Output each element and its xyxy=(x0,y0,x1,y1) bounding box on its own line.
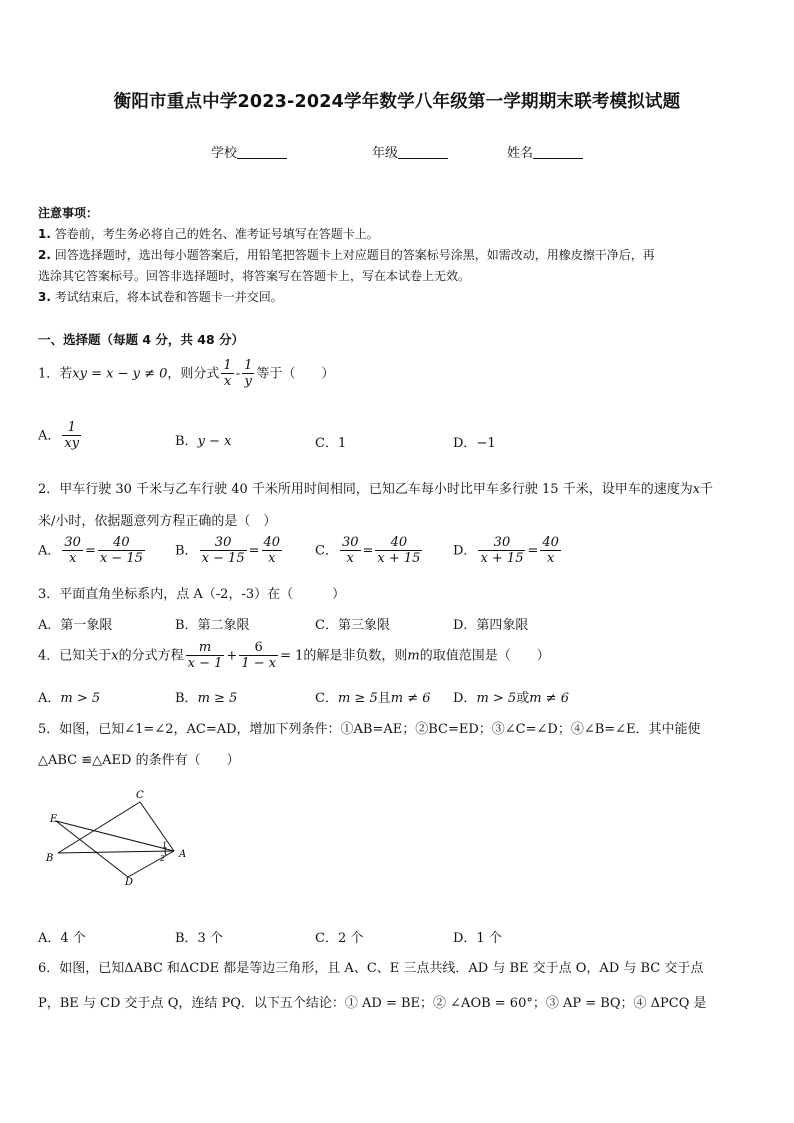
fig-label-2: 2 xyxy=(160,854,166,863)
fig-label-d: D xyxy=(125,877,134,885)
fig-label-e: E xyxy=(50,814,58,825)
grade-field xyxy=(372,142,448,161)
question-6-line1: 6．如图，已知ΔABC 和ΔCDE 都是等边三角形，且 A、C、E 三点共线．AD 与 BE 交于点 O，AD 与 BC 交于点 xyxy=(38,961,704,976)
fig-label-a: A xyxy=(179,849,187,860)
q5-option-a: A．4 个 xyxy=(38,931,86,946)
name-blank xyxy=(533,146,583,159)
q5-figure xyxy=(38,785,208,885)
grade-label: 年级 xyxy=(372,146,399,161)
q5-option-c: C．2 个 xyxy=(315,931,364,946)
q1-condition: xy = x − y ≠ 0 xyxy=(72,366,168,382)
question-2-line1: 2．甲车行驶 30 千米与乙车行驶 40 千米所用时间相同，已知乙车每小时比甲车多行驶 15 千米，设甲车的速度为x千 xyxy=(38,482,714,497)
q2-option-c: C． $\frac{30}{x}$ = $\frac{40}{x + 15}$ xyxy=(315,535,421,566)
name-field xyxy=(507,142,583,161)
q4-option-a: A．m > 5 xyxy=(38,691,101,706)
q1-option-d: D．−1 xyxy=(453,436,496,451)
question-3: 3．平面直角坐标系内，点 A（-2，-3）在（ ） xyxy=(38,587,346,602)
note-item: 3. 考试结束后，将本试卷和答题卡一并交回。 xyxy=(38,290,283,304)
q2-option-d: D． $\frac{30}{x + 15}$ = $\frac{40}{x}$ xyxy=(453,535,559,566)
question-5-line1: 5．如图，已知∠1=∠2，AC=AD，增加下列条件：①AB=AE；②BC=ED；③∠C=∠D；④∠B=∠E．其中能使 xyxy=(38,722,701,737)
q3-option-a: A．第一象限 xyxy=(38,618,113,633)
page-title: 衡阳市重点中学2023-2024学年数学八年级第一学期期末联考模拟试题 xyxy=(113,92,681,112)
q1-option-b: B．y − x xyxy=(175,434,232,449)
fig-label-c: C xyxy=(136,790,144,801)
q2-option-a: A． $\frac{30}{x}$ = $\frac{40}{x - 15}$ xyxy=(38,535,143,566)
question-1: 1．若xy = x − y ≠ 0，则分式 $\frac{1}{x}$ - $\frac{1}{y}$ 等于（ ） xyxy=(38,358,335,389)
q1-option-a: A． $\frac{1}{xy}$ xyxy=(38,420,80,451)
fig-label-1: 1 xyxy=(162,841,168,850)
q2-option-b: B． $\frac{30}{x - 15}$ = $\frac{40}{x}$ xyxy=(175,535,281,566)
q4-option-b: B．m ≥ 5 xyxy=(175,691,238,706)
question-6-line2: P，BE 与 CD 交于点 Q，连结 PQ．以下五个结论：① AD = BE；② ∠AOB = 60°；③ AP = BQ；④ ΔPCQ 是 xyxy=(38,996,707,1011)
q1-fraction-2: $\frac{1}{y}$ xyxy=(244,358,253,389)
q4-option-c: C．m ≥ 5且m ≠ 6 xyxy=(315,691,431,706)
fig-label-b: B xyxy=(46,853,54,864)
note-item: 1. 答卷前，考生务必将自己的姓名、准考证号填写在答题卡上。 xyxy=(38,227,379,241)
question-2-line2: 米/小时，依据题意列方程正确的是（ ） xyxy=(38,514,277,529)
note-item: 选涂其它答案标号。回答非选择题时，将答案写在答题卡上，写在本试卷上无效。 xyxy=(38,269,471,283)
q1-option-c: C．1 xyxy=(315,436,347,451)
q5-option-d: D．1 个 xyxy=(453,931,502,946)
question-4: 4．已知关于x的分式方程 $\frac{m}{x - 1}$ + $\frac{6}{1 - x}$ = 1的解是非负数，则m的取值范围是（ ） xyxy=(38,640,550,671)
school-label: 学校 xyxy=(211,146,238,161)
notes-heading: 注意事项： xyxy=(38,206,99,220)
q3-option-c: C．第三象限 xyxy=(315,618,390,633)
school-field xyxy=(211,142,287,161)
q5-option-b: B．3 个 xyxy=(175,931,223,946)
q3-option-b: B．第二象限 xyxy=(175,618,250,633)
q3-option-d: D．第四象限 xyxy=(453,618,529,633)
question-5-line2: △ABC ≌△AED 的条件有（ ） xyxy=(38,753,240,768)
q4-option-d: D．m > 5或m ≠ 6 xyxy=(453,691,569,706)
section-heading: 一、选择题（每题 4 分，共 48 分） xyxy=(38,332,245,347)
school-blank xyxy=(237,146,287,159)
q1-fraction-1: $\frac{1}{x}$ xyxy=(223,358,232,389)
note-item: 2. 回答选择题时，选出每小题答案后，用铅笔把答题卡上对应题目的答案标号涂黑，如需改动，用橡皮擦干净后，再 xyxy=(38,248,655,262)
grade-blank xyxy=(398,146,448,159)
name-label: 姓名 xyxy=(507,146,534,161)
